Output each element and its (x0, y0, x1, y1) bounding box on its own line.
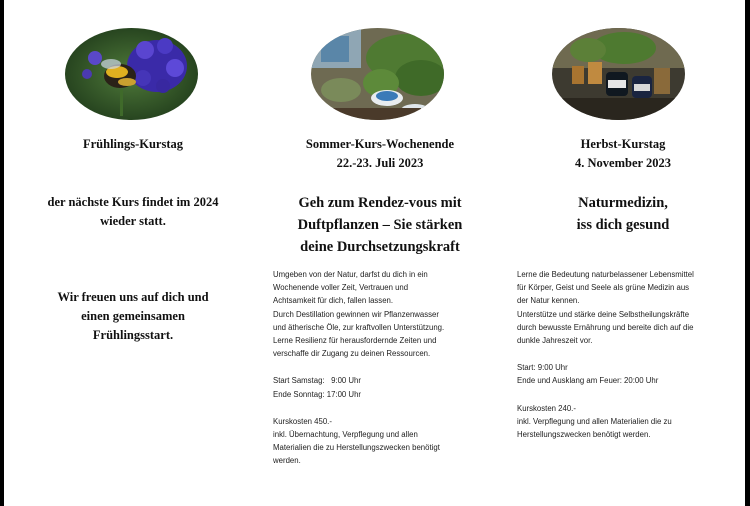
summer-cost-line: werden. (273, 456, 301, 466)
spring-title: Frühlings-Kurstag (82, 137, 183, 151)
autumn-description-line: durch bewusste Ernährung und bereite dich auf die (517, 322, 694, 332)
summer-headline-line: Geh zum Rendez-vous mit (298, 195, 462, 211)
summer-start-time: Start Samstag: 9:00 Uhr (273, 376, 361, 386)
summer-end-time: Ende Sonntag: 17:00 Uhr (273, 389, 361, 399)
summer-description-line: verschaffe dir Zugang zu deinen Ressourcen. (273, 349, 431, 359)
summer-description-line: und ätherische Öle, zur kraftvollen Unterstützung. (273, 322, 445, 332)
summer-description-line: Lerne Resilienz für herausfordernde Zeiten und (273, 336, 437, 346)
bumblebee-on-flower-photo (65, 28, 198, 120)
summer-title (265, 135, 495, 173)
spring-notice (22, 193, 244, 231)
spring-closing-line: Frühlingsstart. (92, 328, 174, 342)
autumn-cost-line: Herstellungszwecken benötigt werden. (517, 430, 651, 440)
autumn-headline (512, 192, 734, 236)
summer-title-line: Sommer-Kurs-Wochenende (305, 137, 455, 151)
spring-closing-line: Wir freuen uns auf dich und (57, 290, 209, 304)
autumn-headline-line: iss dich gesund (576, 217, 670, 233)
summer-description-line: Umgeben von der Natur, darfst du dich in ein (273, 270, 428, 279)
summer-description-line: Achtsamkeit für dich, fallen lassen. (273, 296, 394, 306)
spring-notice-line: wieder statt. (100, 214, 166, 228)
autumn-schedule (517, 361, 734, 387)
summer-date: 22.-23. Juli 2023 (336, 156, 424, 170)
autumn-end-time: Ende und Ausklang am Feuer: 20:00 Uhr (517, 376, 659, 386)
herbal-remedy-jars-photo (552, 28, 685, 120)
summer-price: Kurskosten 450.- (273, 416, 332, 426)
autumn-title-line: Herbst-Kurstag (580, 137, 666, 151)
spring-closing (22, 288, 244, 345)
summer-cost (273, 415, 495, 468)
summer-description-line: Durch Destillation gewinnen wir Pflanzenwasser (273, 309, 439, 319)
summer-cost-line: Materialien die zu Herstellungszwecken benötigt (273, 443, 440, 453)
autumn-cost-line: inkl. Verpflegung und allen Materialien die zu (517, 416, 672, 426)
autumn-description-line: Unterstütze und stärke deine Selbstheilungskräfte (517, 309, 690, 319)
summer-description-line: Wochenende voller Zeit, Vertrauen und (273, 283, 409, 293)
autumn-description-line: dunkle Jahreszeit vor. (517, 336, 593, 346)
summer-body (273, 268, 495, 482)
autumn-body (517, 268, 734, 455)
autumn-description (517, 268, 734, 347)
summer-description (273, 268, 495, 360)
autumn-start-time: Start: 9:00 Uhr (517, 363, 568, 373)
summer-schedule (273, 374, 495, 400)
autumn-price: Kurskosten 240.- (517, 403, 576, 413)
summer-headline-line: Duftpflanzen – Sie stärken (297, 217, 463, 233)
autumn-description-line: Lerne die Bedeutung naturbelassener Lebensmittel (517, 270, 694, 279)
plant-distillation-photo (311, 28, 444, 120)
summer-headline (265, 192, 495, 258)
spring-notice-line: der nächste Kurs findet im 2024 (47, 195, 219, 209)
autumn-description-line: für Körper, Geist und Seele als grüne Medizin aus (517, 283, 690, 293)
summer-cost-line: inkl. Übernachtung, Verpflegung und allen (273, 430, 418, 440)
flyer-page (4, 0, 745, 506)
autumn-date: 4. November 2023 (575, 156, 671, 170)
autumn-cost (517, 402, 734, 442)
autumn-description-line: der Natur kennen. (517, 296, 580, 306)
spring-closing-line: einen gemeinsamen (81, 309, 185, 323)
summer-headline-line: deine Durchsetzungskraft (300, 239, 460, 255)
autumn-title (512, 135, 734, 173)
autumn-headline-line: Naturmedizin, (578, 195, 668, 211)
